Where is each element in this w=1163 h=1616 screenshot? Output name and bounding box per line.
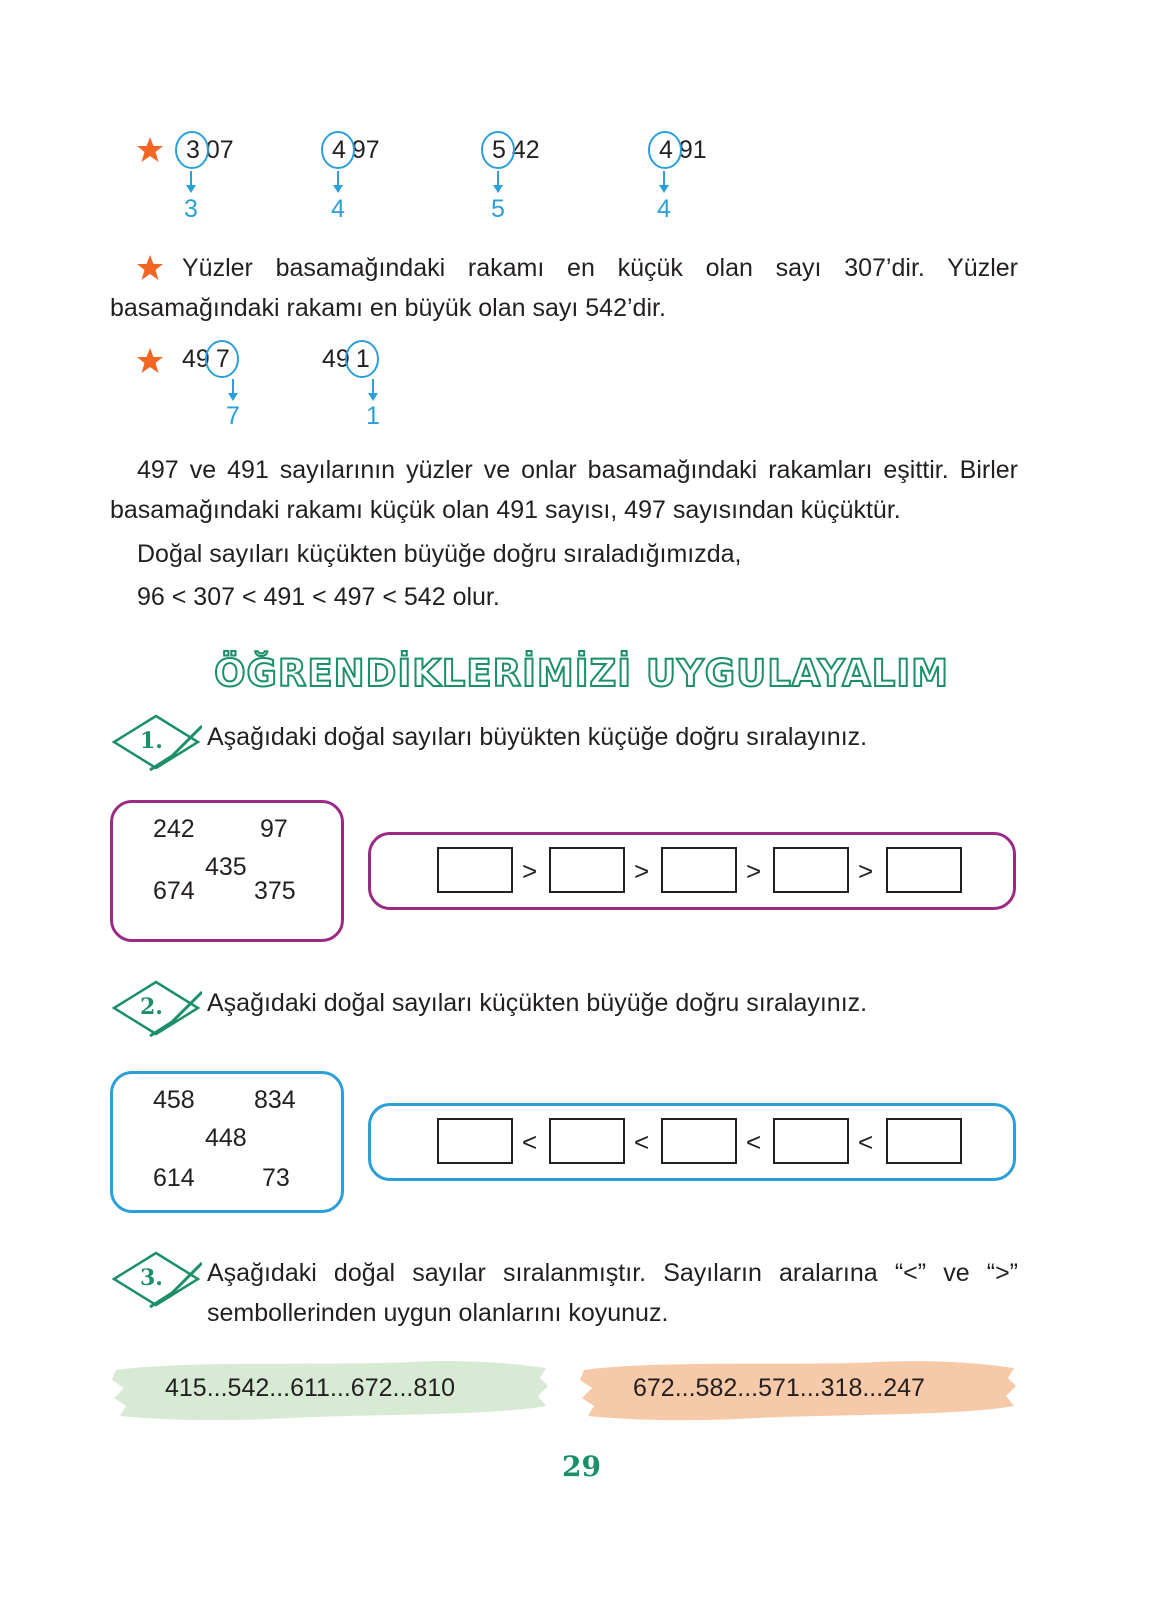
arrow-down-icon — [185, 170, 197, 194]
less-than-symbol: < — [858, 1127, 874, 1157]
paragraph-hundreds: Yüzler basamağındaki rakamı en küçük olan sayı 307’dir. Yüzler basamağındaki rakamı en büyük olan sayı 542’dir. — [110, 254, 1018, 322]
section-title: ÖĞRENDİKLERİMİZİ UYGULAYALIM — [214, 652, 949, 695]
paragraph-comparison: 497 ve 491 sayılarının yüzler ve onlar basamağındaki rakamları eşittir. Birler basamağındaki rakamı küçük olan 491 sayısı, 497 sayısından küçüktür. — [110, 456, 1018, 524]
arrow-value: 4 — [331, 195, 345, 223]
number-prefix: 49 — [182, 345, 210, 373]
pool-number: 458 — [153, 1086, 195, 1114]
answer-box[interactable] — [773, 1118, 849, 1164]
circled-digit: 3 — [186, 136, 200, 164]
answer-box[interactable] — [437, 1118, 513, 1164]
greater-than-symbol: > — [746, 856, 762, 886]
circled-digit: 4 — [332, 136, 346, 164]
number-307 — [180, 138, 234, 163]
number-prefix: 49 — [322, 345, 350, 373]
answer-box[interactable] — [437, 847, 513, 893]
exercise-number: 1. — [140, 728, 163, 754]
exercise-instruction: Aşağıdaki doğal sayıları büyükten küçüğe doğru sıralayınız. — [207, 723, 868, 751]
answer-box[interactable] — [549, 1118, 625, 1164]
pool-number: 97 — [260, 815, 288, 843]
pool-number: 674 — [153, 877, 195, 905]
pool-number: 375 — [254, 877, 296, 905]
less-than-symbol: < — [522, 1127, 538, 1157]
arrow-value: 4 — [657, 195, 671, 223]
arrow-down-icon — [332, 170, 344, 194]
number-rest: 91 — [678, 136, 707, 164]
greater-than-symbol: > — [858, 856, 874, 886]
greater-than-symbol: > — [634, 856, 650, 886]
answer-box[interactable] — [886, 1118, 962, 1164]
pool-number: 448 — [205, 1124, 247, 1152]
pool-number: 435 — [205, 853, 247, 881]
exercise-number: 3. — [140, 1265, 163, 1291]
number-497 — [326, 138, 380, 163]
arrow-down-icon — [492, 170, 504, 194]
pool-number: 73 — [262, 1164, 290, 1192]
arrow-value: 3 — [184, 195, 198, 223]
answer-box[interactable] — [661, 847, 737, 893]
exercise-number: 2. — [140, 994, 163, 1020]
circled-digit: 5 — [492, 136, 506, 164]
circled-digit: 7 — [215, 345, 230, 373]
paragraph-ordering: Doğal sayıları küçükten büyüğe doğru sıraladığımızda, — [137, 540, 742, 568]
arrow-value: 1 — [366, 402, 380, 430]
pool-number: 242 — [153, 815, 195, 843]
sequence-descending: 672...582...571...318...247 — [633, 1374, 925, 1402]
less-than-symbol: < — [634, 1127, 650, 1157]
answer-box[interactable] — [549, 847, 625, 893]
arrow-down-icon — [227, 378, 239, 402]
paragraph-result: 96 < 307 < 491 < 497 < 542 olur. — [137, 583, 500, 611]
circled-digit: 1 — [355, 345, 370, 373]
less-than-symbol: < — [746, 1127, 762, 1157]
pool-number: 834 — [254, 1086, 296, 1114]
star-icon — [136, 136, 164, 164]
sequence-ascending: 415...542...611...672...810 — [165, 1374, 456, 1402]
pool-number: 614 — [153, 1164, 195, 1192]
greater-than-symbol: > — [522, 856, 538, 886]
circled-digit: 4 — [659, 136, 673, 164]
answer-box[interactable] — [886, 847, 962, 893]
exercise-instruction: Aşağıdaki doğal sayılar sıralanmıştır. Sayıların aralarına “<” ve “>” sembollerinden uygun olanlarını koyunuz. — [207, 1259, 1018, 1327]
number-rest: 97 — [351, 136, 380, 164]
number-rest: 07 — [205, 136, 234, 164]
number-rest: 42 — [511, 136, 540, 164]
arrow-value: 5 — [491, 195, 505, 223]
number-491 — [653, 138, 707, 163]
arrow-down-icon — [367, 378, 379, 402]
arrow-value: 7 — [226, 402, 240, 430]
number-497-ones — [182, 347, 236, 372]
answer-box[interactable] — [773, 847, 849, 893]
exercise-instruction: Aşağıdaki doğal sayıları küçükten büyüğe doğru sıralayınız. — [207, 989, 868, 1017]
number-491-ones — [322, 347, 376, 372]
page-number: 29 — [562, 1450, 601, 1483]
number-542 — [486, 138, 540, 163]
star-icon — [136, 347, 164, 375]
answer-box[interactable] — [661, 1118, 737, 1164]
arrow-down-icon — [658, 170, 670, 194]
